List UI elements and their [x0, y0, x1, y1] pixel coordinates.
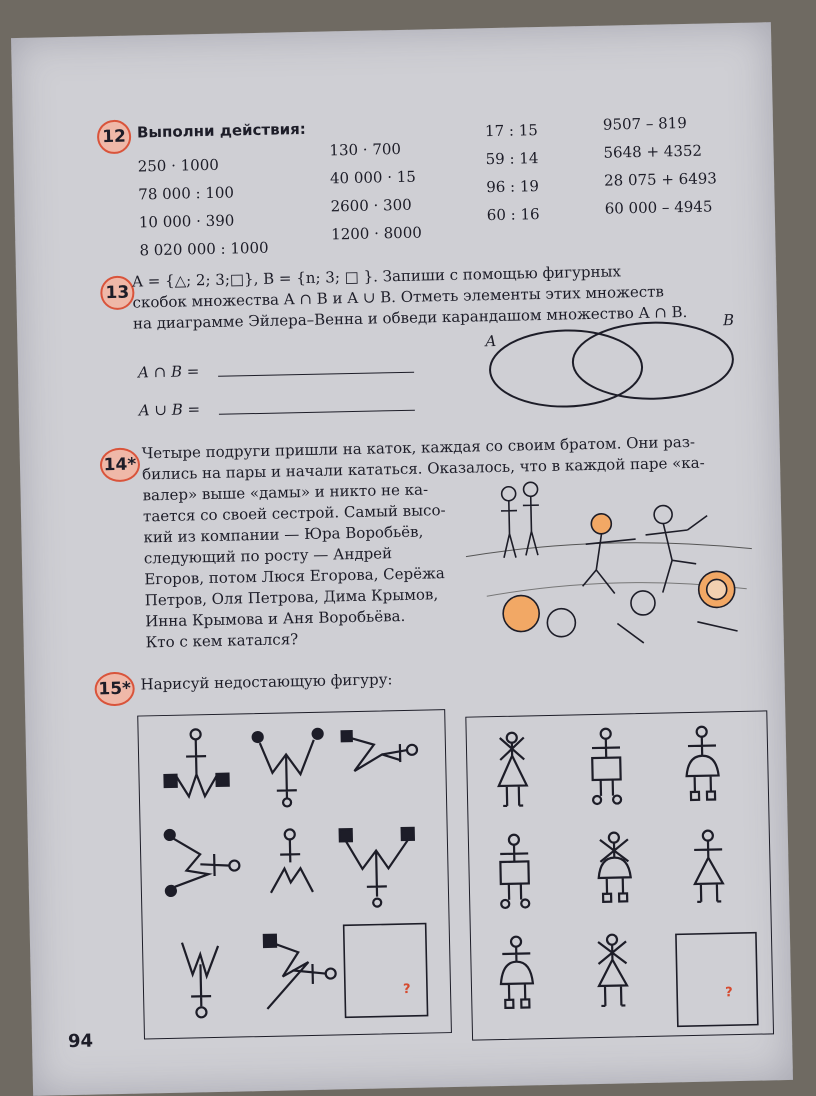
left-fig-3-1: [182, 942, 220, 1018]
venn-diagram[interactable]: [487, 321, 749, 412]
left-fig-2-3: [340, 828, 416, 908]
venn-label-a: A: [485, 331, 497, 351]
task-14-line-9: Инна Крымова и Аня Воробьёва.: [145, 606, 406, 631]
right-fig-2-3: [694, 830, 723, 902]
task-14-line-10: Кто с кем катался?: [145, 630, 299, 652]
expr-c2-3: 2600 · 300: [330, 195, 412, 216]
right-fig-1-1: [498, 732, 528, 806]
right-fig-1-2: [592, 728, 622, 804]
expr-c1-4: 8 020 000 : 1000: [139, 238, 269, 260]
task-12-number: 12: [97, 120, 132, 155]
task-14-line-7: Егоров, потом Люся Егорова, Серёжа: [144, 564, 445, 589]
expr-c1-3: 10 000 · 390: [138, 211, 235, 232]
left-fig-2-2: [270, 829, 313, 893]
task-14-line-1: Четыре подруги пришли на каток, каждая со своим братом. Они раз-: [141, 432, 696, 463]
expr-c4-1: 9507 – 819: [602, 113, 687, 134]
right-question-mark: ?: [724, 985, 733, 1001]
right-fig-1-3: [686, 726, 720, 800]
task-14-line-2: бились на пары и начали кататься. Оказалось, что в каждой паре «ка-: [141, 453, 705, 484]
expr-c3-4: 60 : 16: [486, 205, 540, 225]
task-14-line-3: валер» выше «дамы» и никто не ка-: [142, 480, 429, 505]
left-fig-1-1: [164, 729, 229, 797]
task-14-line-5: кий из компании — Юра Воробьёв,: [143, 522, 424, 547]
expr-c2-2: 40 000 · 15: [329, 167, 417, 188]
venn-label-b: B: [722, 310, 735, 330]
union-answer-line[interactable]: [219, 410, 415, 415]
expr-c4-3: 28 075 + 6493: [603, 169, 718, 190]
expr-c2-1: 130 · 700: [329, 139, 402, 160]
task-13-line-2: скобок множества A ∩ B и A ∪ B. Отметь элементы этих множеств: [132, 282, 665, 312]
intersection-label: A ∩ B =: [137, 362, 200, 382]
task-13-line-1: A = {△; 2; 3;□}, B = {n; 3; □ }. Запиши с помощью фигурных: [131, 262, 622, 291]
right-fig-3-1: [500, 936, 533, 1008]
left-missing-square: [344, 924, 428, 1018]
task-14-line-8: Петров, Оля Петрова, Дима Крымов,: [144, 585, 439, 610]
task-15-title: Нарисуй недостающую фигуру:: [140, 670, 393, 694]
right-fig-3-2: [598, 934, 627, 1006]
task-14-line-4: тается со своей сестрой. Самый высо-: [142, 501, 446, 526]
expr-c3-2: 59 : 14: [485, 149, 539, 169]
task-13-number: 13: [100, 276, 135, 311]
intersection-answer-line[interactable]: [218, 372, 414, 377]
task-14-line-6: следующий по росту — Андрей: [143, 544, 393, 568]
left-question-mark: ?: [402, 981, 411, 998]
expr-c3-1: 17 : 15: [484, 121, 539, 141]
page-number: 94: [67, 1030, 94, 1053]
expr-c4-4: 60 000 – 4945: [604, 197, 713, 218]
union-label: A ∪ B =: [138, 400, 201, 420]
textbook-page: [11, 22, 793, 1096]
expr-c2-4: 1200 · 8000: [330, 223, 423, 244]
task-13-line-3: на диаграмме Эйлера–Венна и обведи карандашом множество A ∩ B.: [132, 302, 688, 333]
left-fig-2-1: [165, 828, 240, 896]
task-14-number: 14*: [100, 447, 141, 482]
right-missing-square: [676, 933, 758, 1027]
task-15-number: 15*: [94, 672, 135, 707]
left-fig-1-3: [342, 730, 418, 772]
right-fig-2-1: [500, 834, 530, 908]
left-fig-3-2: [264, 933, 337, 1008]
left-fig-1-2: [253, 729, 325, 807]
expr-c1-1: 250 · 1000: [137, 155, 220, 176]
expr-c1-2: 78 000 : 100: [138, 183, 235, 204]
expr-c3-3: 96 : 19: [486, 177, 540, 197]
skating-illustration: [464, 471, 754, 653]
task-12-title: Выполни действия:: [136, 119, 306, 142]
expr-c4-2: 5648 + 4352: [603, 141, 703, 162]
right-fig-2-2: [598, 832, 631, 902]
